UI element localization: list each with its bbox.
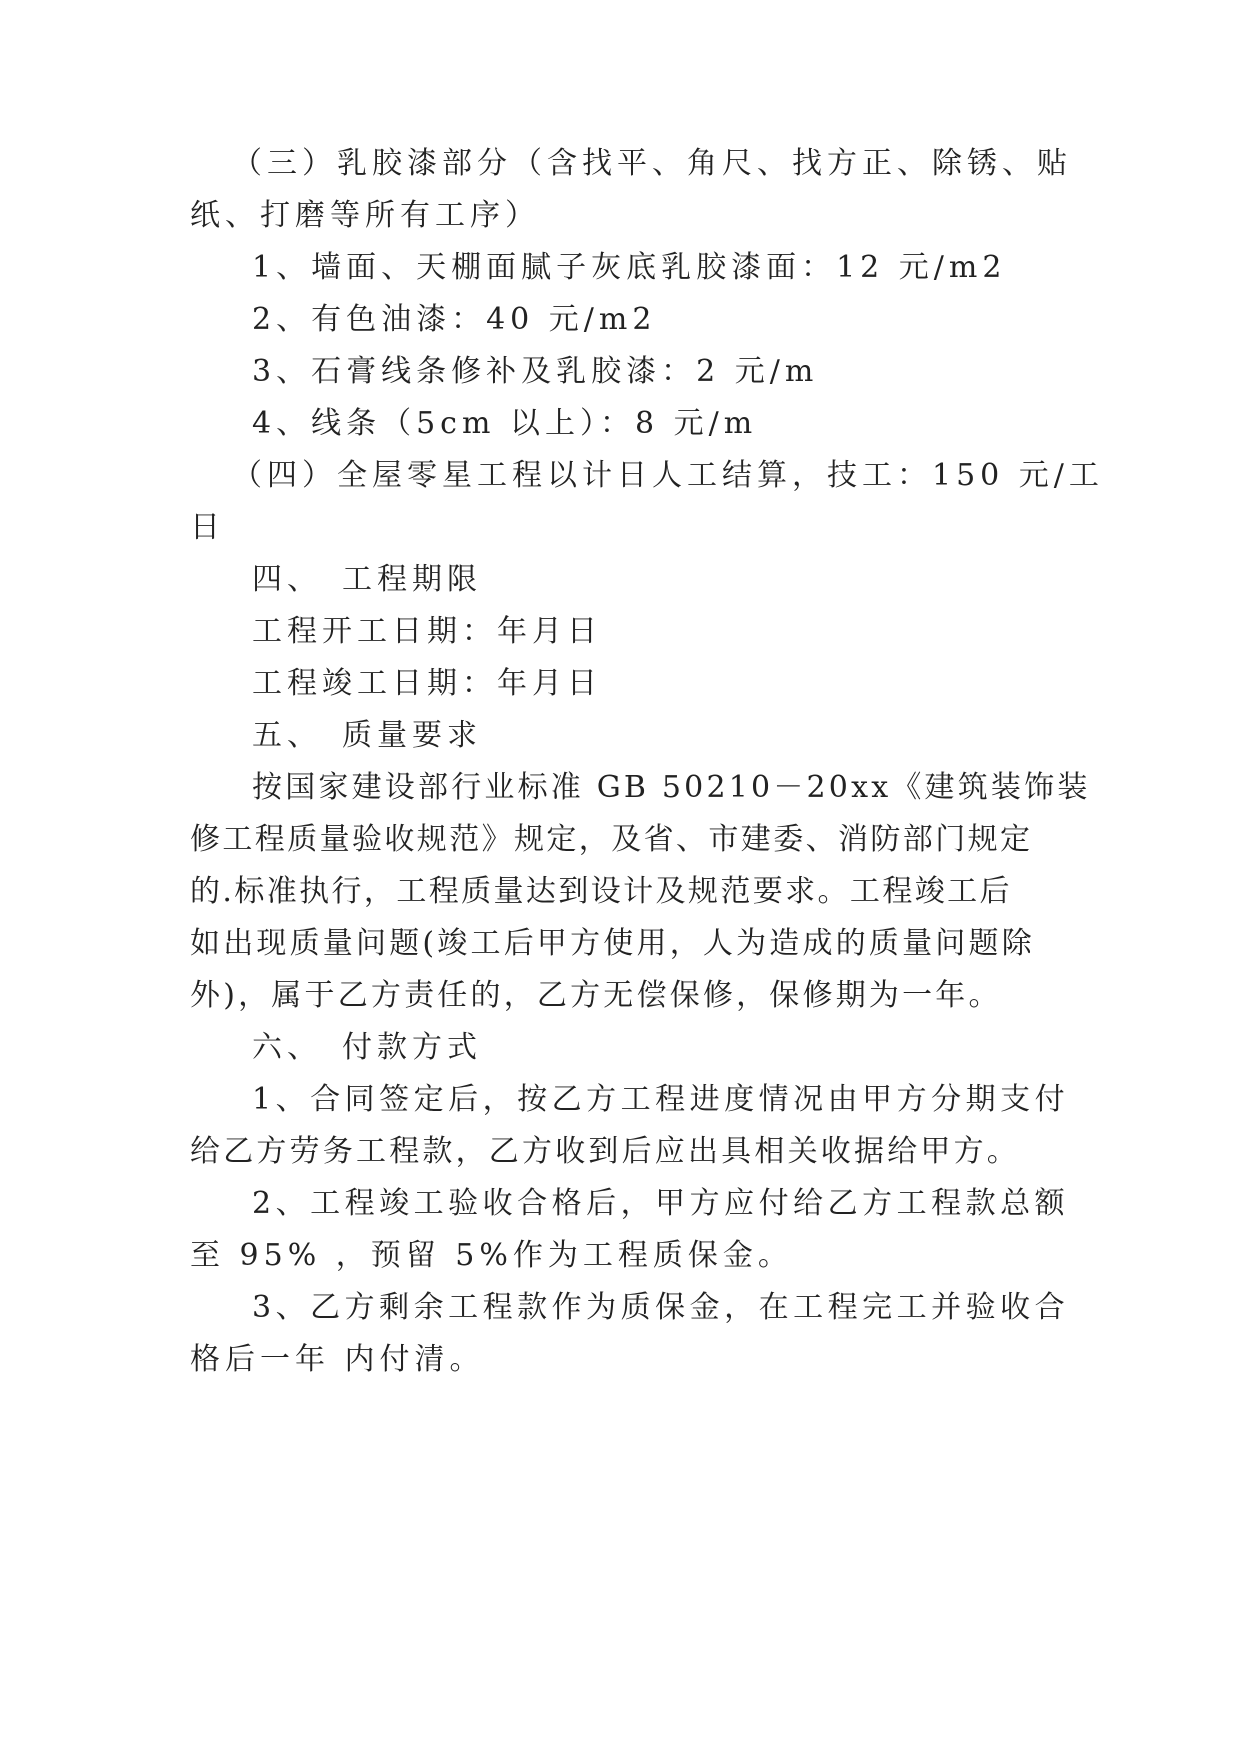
paint-item-1: 1、墙面、天棚面腻子灰底乳胶漆面：12 元/m2 bbox=[252, 250, 1007, 285]
paint-item-2: 2、有色油漆：40 元/m2 bbox=[252, 302, 657, 337]
heading-payment: 六、 付款方式 bbox=[252, 1030, 482, 1065]
paint-item-3: 3、石膏线条修补及乳胶漆：2 元/m bbox=[252, 354, 819, 389]
quality-line4: 如出现质量问题(竣工后甲方使用，人为造成的质量问题除 bbox=[190, 926, 1035, 961]
payment-1-line1: 1、合同签定后，按乙方工程进度情况由甲方分期支付 bbox=[252, 1082, 1070, 1117]
payment-3-line2: 格后一年 内付清。 bbox=[190, 1342, 485, 1377]
quality-line1: 按国家建设部行业标准 GB 50210－20xx《建筑装饰装 bbox=[252, 770, 1091, 805]
section4-misc-line2: 日 bbox=[190, 510, 225, 545]
section4-misc-line1: （四）全屋零星工程以计日人工结算，技工：150 元/工 bbox=[232, 458, 1104, 493]
heading-project-period: 四、 工程期限 bbox=[252, 562, 482, 597]
section3-heading-line2: 纸、打磨等所有工序） bbox=[190, 198, 540, 233]
quality-line5: 外)，属于乙方责任的，乙方无偿保修，保修期为一年。 bbox=[190, 978, 1002, 1013]
start-date-line: 工程开工日期：年月日 bbox=[252, 614, 602, 649]
quality-line3: 的.标准执行，工程质量达到设计及规范要求。工程竣工后 bbox=[190, 874, 1012, 909]
payment-3-line1: 3、乙方剩余工程款作为质保金，在工程完工并验收合 bbox=[252, 1290, 1070, 1325]
end-date-line: 工程竣工日期：年月日 bbox=[252, 666, 602, 701]
payment-1-line2: 给乙方劳务工程款，乙方收到后应出具相关收据给甲方。 bbox=[190, 1134, 1020, 1169]
quality-line2: 修工程质量验收规范》规定，及省、市建委、消防部门规定 bbox=[190, 822, 1033, 857]
payment-2-line1: 2、工程竣工验收合格后，甲方应付给乙方工程款总额 bbox=[252, 1186, 1070, 1221]
section3-heading-line1: （三）乳胶漆部分（含找平、角尺、找方正、除锈、贴 bbox=[232, 146, 1072, 181]
heading-quality: 五、 质量要求 bbox=[252, 718, 482, 753]
payment-2-line2: 至 95% ，预留 5%作为工程质保金。 bbox=[190, 1238, 793, 1273]
paint-item-4: 4、线条（5cm 以上）：8 元/m bbox=[252, 406, 758, 441]
